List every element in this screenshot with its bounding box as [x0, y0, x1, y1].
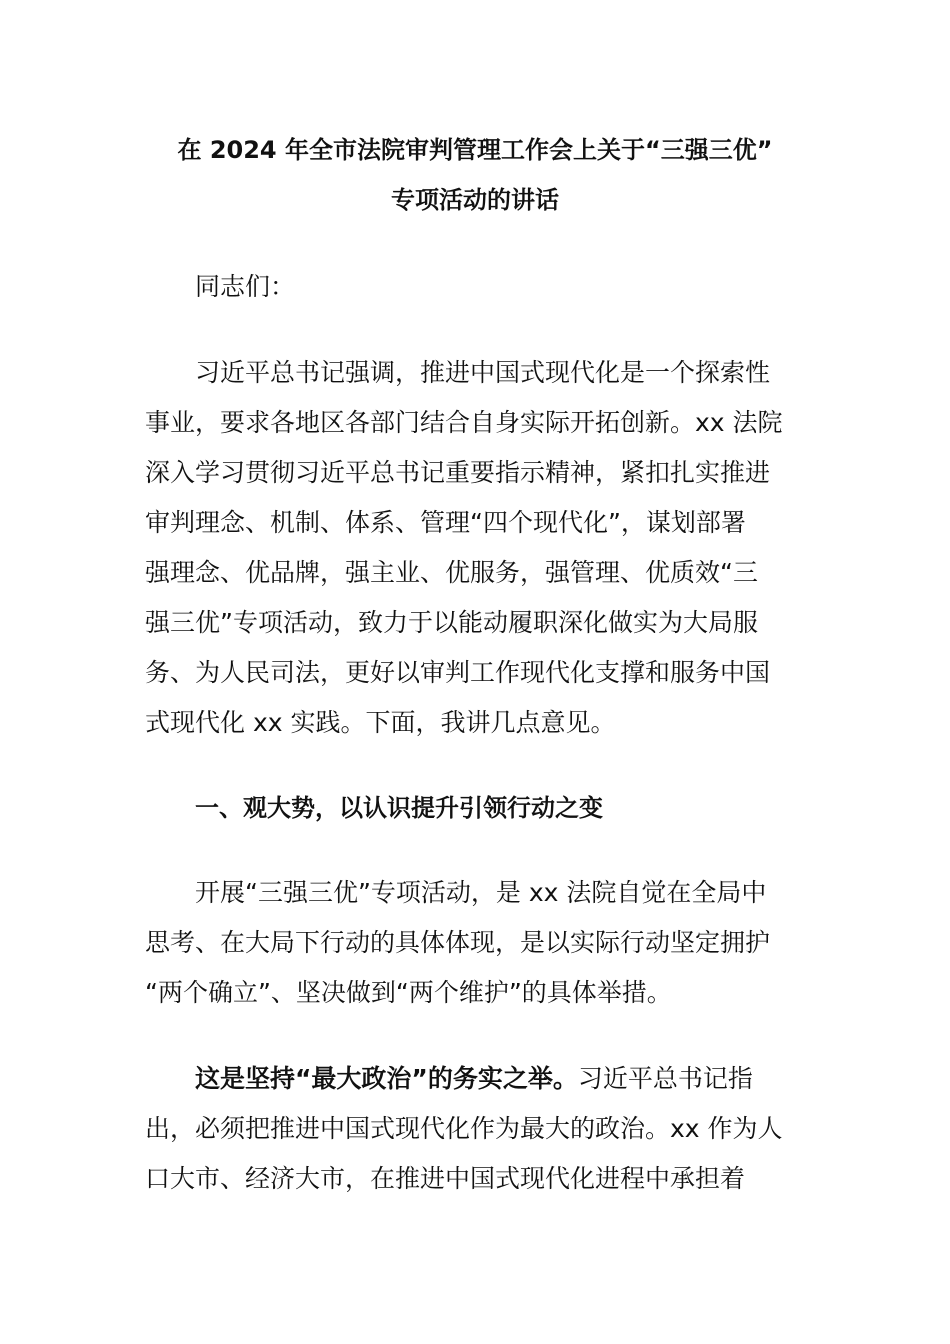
paragraph3-line: 口大市、经济大市，在推进中国式现代化进程中承担着	[145, 1164, 746, 1193]
paragraph2-line: 开展“三强三优”专项活动，是 xx 法院自觉在全局中	[195, 878, 767, 907]
paragraph1-line: 习近平总书记强调，推进中国式现代化是一个探索性	[195, 358, 771, 387]
paragraph1-line: 式现代化 xx 实践。下面，我讲几点意见。	[145, 708, 616, 737]
paragraph2-line: 思考、在大局下行动的具体体现，是以实际行动坚定拥护	[145, 928, 771, 957]
paragraph1-line: 强理念、优品牌，强主业、优服务，强管理、优质效“三	[145, 558, 758, 587]
paragraph1-line: 审判理念、机制、体系、管理“四个现代化”，谋划部署	[145, 508, 746, 537]
section-heading: 一、观大势，以认识提升引领行动之变	[195, 794, 603, 822]
paragraph1-line: 务、为人民司法，更好以审判工作现代化支撑和服务中国	[145, 658, 771, 687]
paragraph3-lead-sentence: 这是坚持“最大政治”的务实之举。	[195, 1064, 578, 1093]
paragraph3-first-line	[195, 1063, 753, 1095]
paragraph1-line: 强三优”专项活动，致力于以能动履职深化做实为大局服	[145, 608, 758, 637]
paragraph3-line: 出，必须把推进中国式现代化作为最大的政治。xx 作为人	[145, 1114, 783, 1143]
document-title-line-2: 专项活动的讲话	[391, 186, 559, 214]
paragraph3-first-line-rest: 习近平总书记指	[577, 1064, 753, 1093]
paragraph1-line: 事业，要求各地区各部门结合自身实际开拓创新。xx 法院	[145, 408, 783, 437]
paragraph1-line: 深入学习贯彻习近平总书记重要指示精神，紧扣扎实推进	[145, 458, 771, 487]
document-title-line-1: 在 2024 年全市法院审判管理工作会上关于“三强三优”	[177, 136, 773, 164]
paragraph2-line: “两个确立”、坚决做到“两个维护”的具体举措。	[145, 978, 672, 1007]
salutation: 同志们：	[195, 272, 296, 301]
